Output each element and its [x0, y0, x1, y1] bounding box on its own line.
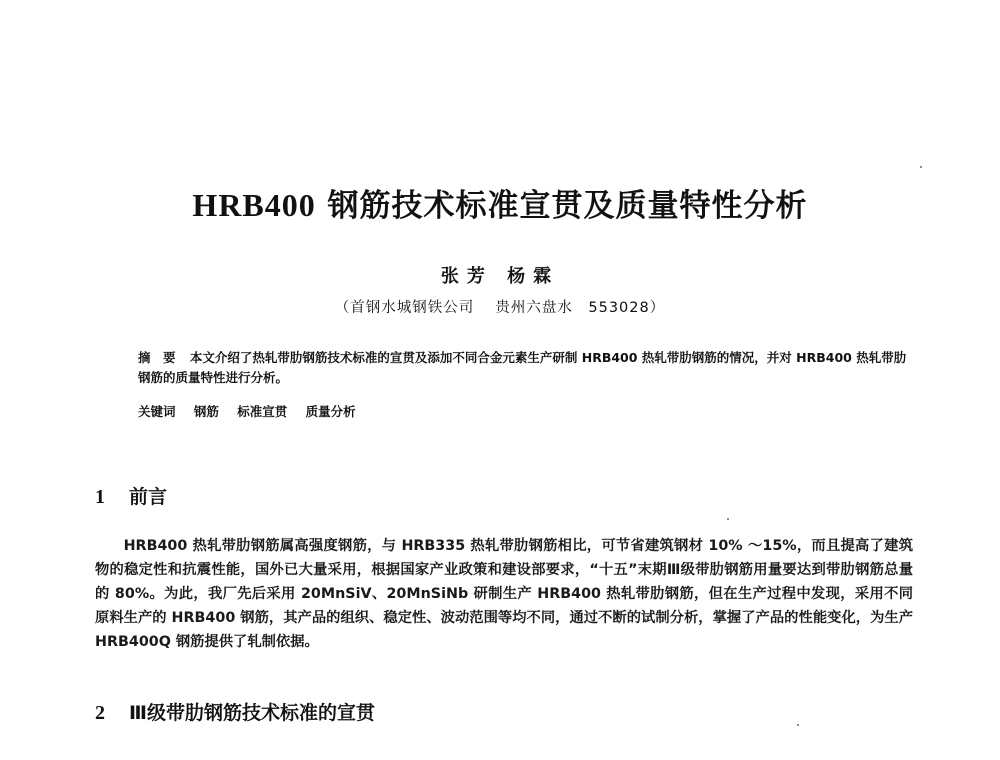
title-text: 钢筋技术标准宣贯及质量特性分析	[315, 188, 808, 224]
scan-speck	[797, 724, 799, 726]
section-title: Ⅲ级带肋钢筋技术标准的宣贯	[129, 702, 375, 724]
keywords-label: 关键词	[138, 404, 176, 419]
keyword: 质量分析	[305, 404, 356, 419]
keyword: 标准宣贯	[237, 404, 288, 419]
authors: 张芳 杨霖	[440, 266, 560, 287]
title-code: HRB400	[192, 187, 316, 223]
section-heading-2	[95, 698, 375, 725]
section-1-paragraph: HRB400 热轧带肋钢筋属高强度钢筋，与 HRB335 热轧带肋钢筋相比，可节省建筑钢材 10% ～15%，而且提高了建筑物的稳定性和抗震性能，国外已大量采用，根据国家产业政策和建设部要求，“十五”末期Ⅲ级带肋钢筋用量要达到带肋钢筋总量的 80%。为此，我厂先后采用 20MnSiV、20MnSiNb 研制生产 HRB400 热轧带肋钢筋，但在生产过程中发现，采用不同原料生产的 HRB400 钢筋，其产品的组织、稳定性、波动范围等均不同，通过不断的试制分析，掌握了产品的性能变化，为生产 HRB400Q 钢筋提供了轧制依据。	[95, 538, 913, 650]
section-number: 2	[95, 702, 105, 724]
keywords-line	[138, 402, 918, 420]
scan-speck	[727, 518, 729, 520]
section-number: 1	[95, 486, 105, 508]
paper-title	[0, 180, 1000, 225]
abstract-label: 摘 要	[138, 350, 176, 365]
affiliation: （首钢水城钢铁公司 贵州六盘水 553028）	[334, 300, 666, 316]
scan-speck	[920, 166, 922, 168]
keyword: 钢筋	[193, 404, 219, 419]
abstract	[138, 348, 918, 388]
section-title: 前言	[129, 486, 168, 508]
abstract-text: 本文介绍了热轧带肋钢筋技术标准的宣贯及添加不同合金元素生产研制 HRB400 热轧带肋钢筋的情况，并对 HRB400 热轧带肋钢筋的质量特性进行分析。	[138, 350, 907, 385]
section-heading-1	[95, 482, 167, 509]
